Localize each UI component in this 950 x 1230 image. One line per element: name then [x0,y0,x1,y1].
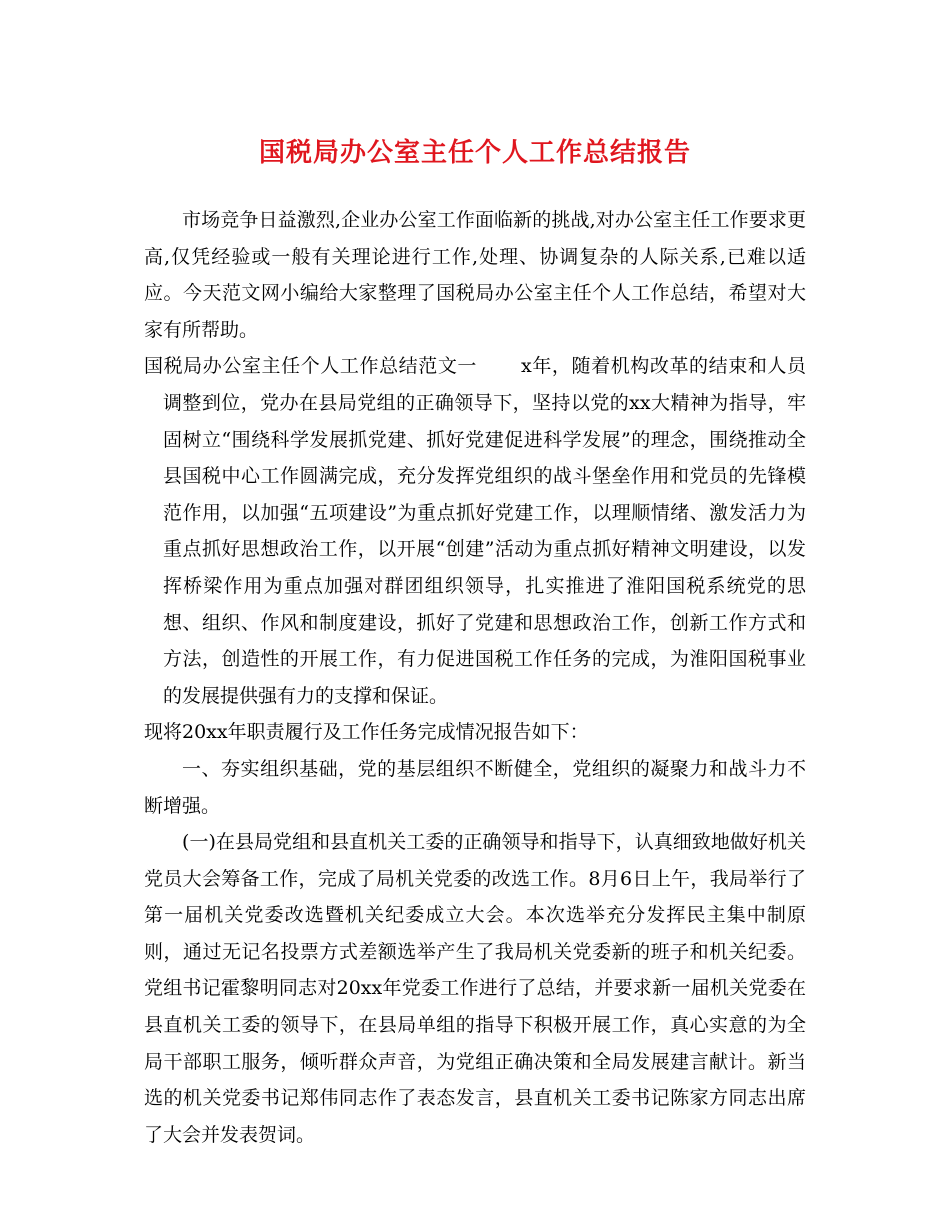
sample-body: x年，随着机构改革的结束和人员调整到位，党办在县局党组的正确领导下，坚持以党的xx大精神为指导，牢固树立“围绕科学发展抓党建、抓好党建促进科学发展”的理念，围绕推动全县国税中心工作圆满完成，充分发挥党组织的战斗堡垒作用和党员的先锋模范作用，以加强“五项建设”为重点抓好党建工作，以理顺情绪、激发活力为重点抓好思想政治工作，以开展“创建”活动为重点抓好精神文明建设，以发挥桥梁作用为重点加强对群团组织领导，扎实推进了淮阳国税系统党的思想、组织、作风和制度建设，抓好了党建和思想政治工作，创新工作方式和方法，创造性的开展工作，有力促进国税工作任务的完成，为淮阳国税事业的发展提供强有力的支撑和保证。 [163,355,806,707]
report-intro-paragraph: 现将20xx年职责履行及工作任务完成情况报告如下： [144,721,589,744]
document-title: 国税局办公室主任个人工作总结报告 [258,138,691,168]
sample-paragraph [144,348,806,714]
subsection-paragraph-1: (一)在县局党组和县直机关工委的正确领导和指导下，认真细致地做好机关党员大会筹备工作，完成了局机关党委的改选工作。8月6日上午，我局举行了第一届机关党委改选暨机关纪委成立大会。本次选举充分发挥民主集中制原则，通过无记名投票方式差额选举产生了我局机关党委新的班子和机关纪委。党组书记霍黎明同志对20xx年党委工作进行了总结，并要求新一届机关党委在县直机关工委的领导下，在县局单组的指导下积极开展工作，真心实意的为全局干部职工服务，倾听群众声音，为党组正确决策和全局发展建言献计。新当选的机关党委书记郑伟同志作了表态发言，县直机关工委书记陈家方同志出席了大会并发表贺词。 [144,831,806,1146]
intro-paragraph: 市场竞争日益激烈,企业办公室工作面临新的挑战,对办公室主任工作要求更高,仅凭经验或一般有关理论进行工作,处理、协调复杂的人际关系,已难以适应。今天范文网小编给大家整理了国税局办公室主任个人工作总结，希望对大家有所帮助。 [144,209,806,341]
section-heading-1: 一、夯实组织基础，党的基层组织不断健全，党组织的凝聚力和战斗力不断增强。 [144,757,806,817]
document-body [144,202,806,1153]
sample-heading: 国税局办公室主任个人工作总结范文一 [144,355,478,378]
